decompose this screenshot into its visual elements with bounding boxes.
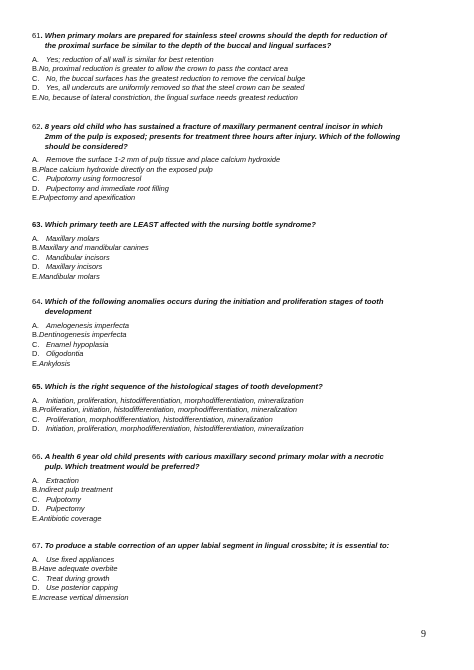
answer-options	[32, 476, 458, 524]
answer-option	[32, 165, 458, 175]
option-text: Pulpectomy and immediate root filling	[46, 183, 169, 193]
question-63	[32, 220, 458, 281]
option-text: Initiation, proliferation, morphodifferentiation, histodifferentiation, mineralization	[46, 424, 304, 434]
question-65	[32, 382, 458, 434]
question-text-line: Which is the right sequence of the histological stages of tooth development?	[44, 382, 323, 391]
option-text: Extraction	[46, 475, 79, 485]
answer-options	[32, 234, 458, 282]
option-text: Place calcium hydroxide directly on the exposed pulp	[38, 164, 213, 174]
answer-option	[32, 514, 458, 524]
option-text: Maxillary and mandibular canines	[38, 243, 149, 253]
option-letter: B.	[32, 243, 39, 253]
question-text-line: Which primary teeth are LEAST affected with the nursing bottle syndrome?	[44, 220, 316, 229]
option-text: No, the buccal surfaces has the greatest reduction to remove the cervical bulge	[46, 73, 306, 83]
option-letter: C.	[32, 414, 40, 424]
question-66	[32, 452, 458, 523]
question-text-line: the proximal surface be similar to the depth of the buccal and lingual surfaces?	[44, 40, 332, 50]
question-text	[45, 452, 384, 472]
answer-option	[32, 93, 458, 103]
answer-option	[32, 555, 458, 565]
option-text: No, proximal reduction is greater to allow the crown to pass the contact area	[38, 64, 288, 74]
option-letter: E.	[32, 513, 39, 523]
question-text-line: To produce a stable correction of an upper labial segment in lingual crossbite; it is essential to:	[44, 541, 390, 550]
answer-option	[32, 243, 458, 253]
answer-option	[32, 485, 458, 495]
option-letter: A.	[32, 475, 39, 485]
option-letter: D.	[32, 583, 40, 593]
option-text: Pulpectomy	[46, 504, 85, 514]
answer-options	[32, 555, 458, 603]
option-letter: C.	[32, 73, 40, 83]
question-stem: 67 . To produce a stable correction of an upper labial segment in lingual crossbite; it is essential to:	[32, 541, 390, 550]
option-text: Yes; reduction of all wall is similar for best retention	[46, 54, 214, 64]
option-text: Amelogenesis imperfecta	[46, 320, 129, 330]
option-text: Have adequate overbite	[38, 564, 118, 574]
question-number: 62	[32, 122, 41, 131]
option-letter: C.	[32, 339, 40, 349]
question-text	[45, 297, 384, 317]
option-letter: B.	[32, 485, 39, 495]
answer-option	[32, 234, 458, 244]
option-text: Remove the surface 1-2 mm of pulp tissue and place calcium hydroxide	[46, 155, 281, 165]
option-letter: A.	[32, 155, 39, 165]
option-letter: D.	[32, 504, 40, 514]
question-text-line: should be considered?	[44, 141, 128, 151]
option-text: Antibiotic coverage	[38, 513, 102, 523]
option-letter: C.	[32, 573, 40, 583]
option-letter: A.	[32, 395, 39, 405]
answer-options	[32, 155, 458, 203]
option-letter: E.	[32, 592, 39, 602]
question-number: 66	[32, 452, 41, 461]
option-letter: E.	[32, 358, 39, 368]
answer-option	[32, 583, 458, 593]
option-letter: B.	[32, 405, 39, 415]
question-text	[45, 541, 389, 551]
option-letter: A.	[32, 554, 39, 564]
question-text-line: 8 years old child who has sustained a fracture of maxillary permanent central incisor in which	[44, 122, 383, 131]
question-number: 65	[32, 382, 41, 391]
answer-option	[32, 396, 458, 406]
option-letter: D.	[32, 183, 40, 193]
question-text	[45, 220, 316, 230]
question-stem: 64 . Which of the following anomalies occurs during the initiation and proliferation stages of tooth development	[32, 297, 384, 316]
answer-option	[32, 564, 458, 574]
option-text: Use posterior capping	[46, 583, 118, 593]
option-text: Yes, all undercuts are uniformly removed so that the steel crown can be seated	[46, 83, 305, 93]
option-text: Ankylosis	[38, 358, 71, 368]
option-letter: B.	[32, 164, 39, 174]
option-letter: B.	[32, 330, 39, 340]
question-number: 64	[32, 297, 41, 306]
option-letter: D.	[32, 424, 40, 434]
option-text: Pulpectomy and apexification	[38, 193, 136, 203]
answer-option	[32, 593, 458, 603]
question-text-line: Which of the following anomalies occurs during the initiation and proliferation stages of tooth	[44, 297, 384, 306]
answer-option	[32, 424, 458, 434]
answer-option	[32, 574, 458, 584]
option-letter: B.	[32, 564, 39, 574]
option-text: Mandibular incisors	[46, 252, 110, 262]
question-text	[45, 122, 400, 151]
question-64	[32, 297, 458, 368]
answer-option	[32, 64, 458, 74]
answer-option	[32, 349, 458, 359]
answer-options	[32, 55, 458, 103]
option-letter: D.	[32, 262, 40, 272]
option-text: Proliferation, morphodifferentiation, histodifferentiation, mineralization	[46, 414, 273, 424]
question-number: 67	[32, 541, 41, 550]
answer-option	[32, 321, 458, 331]
option-text: Use fixed appliances	[46, 554, 115, 564]
option-letter: A.	[32, 320, 39, 330]
question-stem: 63 . Which primary teeth are LEAST affected with the nursing bottle syndrome?	[32, 220, 316, 229]
answer-option	[32, 55, 458, 65]
question-stem: 61 . When primary molars are prepared for stainless steel crowns should the depth for reduction of the proximal surface be similar to the depth of the buccal and lingual surfaces?	[32, 31, 387, 50]
answer-option	[32, 495, 458, 505]
question-number: 61	[32, 31, 41, 40]
option-letter: C.	[32, 252, 40, 262]
option-text: Proliferation, initiation, histodifferentiation, morphodifferentiation, mineralization	[38, 405, 297, 415]
option-letter: A.	[32, 233, 39, 243]
option-letter: C.	[32, 494, 40, 504]
answer-option	[32, 405, 458, 415]
option-text: Maxillary molars	[46, 233, 100, 243]
answer-options	[32, 396, 458, 434]
answer-option	[32, 155, 458, 165]
answer-option	[32, 174, 458, 184]
answer-option	[32, 253, 458, 263]
option-text: Initiation, proliferation, histodifferentiation, morphodifferentiation, mineralization	[46, 395, 304, 405]
page-number: 9	[421, 629, 426, 640]
answer-option	[32, 262, 458, 272]
answer-option	[32, 74, 458, 84]
answer-option	[32, 330, 458, 340]
answer-option	[32, 504, 458, 514]
option-text: No, because of lateral constriction, the lingual surface needs greatest reduction	[38, 92, 298, 102]
question-text-line: development	[44, 306, 92, 316]
option-text: Enamel hypoplasia	[46, 339, 109, 349]
option-letter: A.	[32, 54, 39, 64]
option-letter: E.	[32, 271, 39, 281]
question-text-line: A health 6 year old child presents with carious maxillary second primary molar with a necrotic	[44, 452, 384, 461]
option-text: Pulpotomy	[46, 494, 81, 504]
answer-options	[32, 321, 458, 369]
option-letter: C.	[32, 174, 40, 184]
question-text-line: When primary molars are prepared for stainless steel crowns should the depth for reduction of	[44, 31, 387, 40]
question-text	[45, 31, 387, 51]
question-stem: 62 . 8 years old child who has sustained a fracture of maxillary permanent central incisor in which 2mm of the pulp is exposed; presents for treatment three hours after injury. Which of the following should be considered?	[32, 122, 401, 151]
option-letter: E.	[32, 193, 39, 203]
question-67	[32, 541, 458, 602]
option-text: Mandibular molars	[38, 271, 100, 281]
question-text-line: 2mm of the pulp is exposed; presents for treatment three hours after injury. Which of the following	[44, 131, 401, 141]
option-text: Indirect pulp treatment	[38, 485, 113, 495]
option-text: Maxillary incisors	[46, 262, 103, 272]
option-text: Pulpotomy using formocresol	[46, 174, 142, 184]
option-text: Dentinogenesis imperfecta	[38, 330, 127, 340]
question-text	[45, 382, 323, 392]
answer-option	[32, 359, 458, 369]
question-62	[32, 122, 458, 203]
answer-option	[32, 184, 458, 194]
answer-option	[32, 340, 458, 350]
question-stem: 66 . A health 6 year old child presents with carious maxillary second primary molar with a necrotic pulp. Which treatment would be preferred?	[32, 452, 384, 471]
option-text: Oligodontia	[46, 349, 84, 359]
option-letter: D.	[32, 83, 40, 93]
option-text: Treat during growth	[46, 573, 110, 583]
option-letter: D.	[32, 349, 40, 359]
answer-option	[32, 83, 458, 93]
question-number: 63	[32, 220, 41, 229]
answer-option	[32, 272, 458, 282]
answer-option	[32, 476, 458, 486]
question-stem: 65 . Which is the right sequence of the histological stages of tooth development?	[32, 382, 323, 391]
question-61	[32, 31, 458, 102]
option-letter: E.	[32, 92, 39, 102]
option-text: Increase vertical dimension	[38, 592, 129, 602]
answer-option	[32, 415, 458, 425]
option-letter: B.	[32, 64, 39, 74]
answer-option	[32, 193, 458, 203]
question-text-line: pulp. Which treatment would be preferred?	[44, 461, 200, 471]
